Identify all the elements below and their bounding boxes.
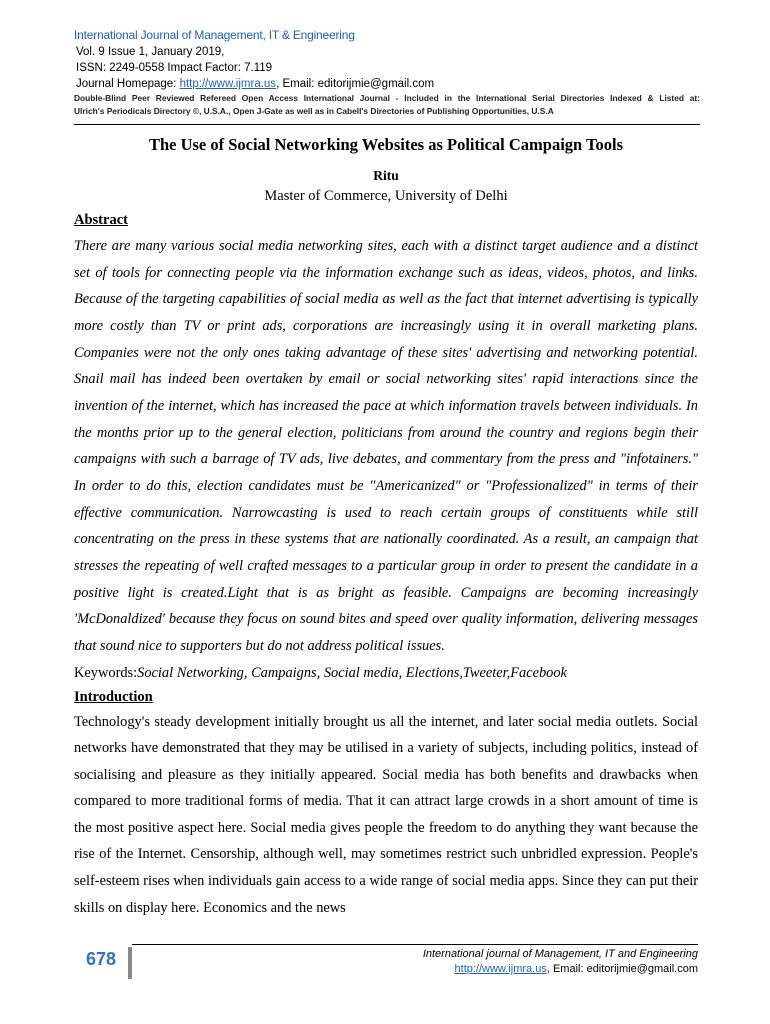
footer-info	[423, 947, 698, 977]
footer-divider	[132, 944, 698, 945]
volume-line: Vol. 9 Issue 1, January 2019,	[76, 46, 225, 58]
author-affiliation: Master of Commerce, University of Delhi	[264, 188, 508, 204]
indexing-line-1: Double-Blind Peer Reviewed Refereed Open Access International Journal - Included in the International Serial Directories Indexed & Listed at:	[74, 93, 700, 103]
keywords-values: Social Networking, Campaigns, Social media, Elections,Tweeter,Facebook	[137, 664, 567, 681]
homepage-line	[74, 76, 700, 92]
journal-name: International Journal of Management, IT & Engineering	[74, 28, 355, 42]
page-footer	[74, 944, 698, 980]
footer-contact	[423, 962, 698, 977]
footer-journal-name: International journal of Management, IT and Engineering	[422, 948, 698, 960]
abstract-text: There are many various social media networking sites, each with a distinct target audience and a distinct set of tools for connecting people via the information exchange such as ideas, videos, photos, and links. Because of the targeting capabilities of social media as well as the fact that internet advertising is typically more costly than TV or print ads, corporations are increasingly using it in overall marketing plans. Companies were not the only ones taking advantage of these sites' advertising and networking potential. Snail mail has indeed been overtaken by email or social networking sites' rapid interactions since the invention of the internet, which has increased the pace at which information travels between individuals. In the months prior up to the general election, politicians from around the country and regions begin their campaigns with such a barrage of TV ads, live debates, and commentary from the press and "infotainers." In order to do this, election candidates must be "Americanized" or "Professionalized" in terms of their effective communication. Narrowcasting is used to reach certain groups of constituents while still concentrating on the press in these systems that are nationally coordinated. As a result, an campaign that stresses the repeating of well crafted messages to a particular group in order to present the candidate in a positive light is created.Light that is as bright as feasible. Campaigns are becoming increasingly 'McDonaldized' because they focus on sound bites and speed over quality information, delivering messages that sound nice to supporters but do not address political issues.	[74, 238, 698, 654]
introduction-text: Technology's steady development initially brought us all the internet, and later social media outlets. Social networks have demonstrated that they may be utilised in a variety of subjects, including politics, instead of socialising and pleasure as they initially appeared. Social media has both benefits and drawbacks when compared to more traditional forms of media. That it can attract large crowds in a short amount of time is the most positive aspect here. Social media gives people the freedom to do anything they want because the rise of the Internet. Censorship, although well, may sometimes restrict such unbridled expression. People's self-esteem rises when individuals gain access to a wide range of social media apps. Since they can put their skills on display here. Economics and the news	[74, 713, 698, 916]
keywords-label: Keywords:	[74, 664, 138, 681]
keywords-line	[74, 660, 698, 686]
header-divider	[74, 124, 700, 125]
page-number: 678	[74, 947, 132, 979]
article-title: The Use of Social Networking Websites as Political Campaign Tools	[148, 135, 624, 154]
footer-link[interactable]: http://www.ijmra.us	[454, 963, 547, 975]
journal-header	[74, 27, 700, 118]
article-body	[74, 130, 698, 921]
abstract-heading: Abstract	[74, 212, 128, 228]
issn-line: ISSN: 2249-0558 Impact Factor: 7.119	[76, 62, 273, 74]
author-name: Ritu	[373, 168, 399, 183]
homepage-link[interactable]: http://www.ijmra.us	[179, 78, 277, 90]
indexing-line-2: Ulrich's Periodicals Directory ©, U.S.A., Open J-Gate as well as in Cabell's Directories of Publishing Opportunities, U.S.A	[74, 106, 554, 116]
header-email: , Email: editorijmie@gmail.com	[276, 78, 435, 90]
homepage-label: Journal Homepage:	[76, 78, 180, 90]
introduction-heading: Introduction	[74, 688, 153, 705]
footer-email: , Email: editorijmie@gmail.com	[546, 963, 698, 975]
